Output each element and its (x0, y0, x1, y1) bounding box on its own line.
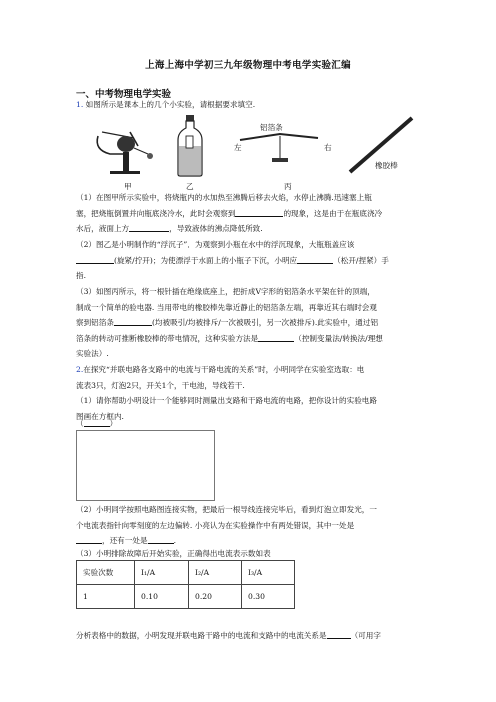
figure-jia (90, 116, 170, 178)
answer-blank[interactable] (297, 254, 333, 264)
q1-p3-line2: 制成一个简单的验电器. 当用带电的橡胶棒先靠近静止的铝箔条左端，再靠近其右端时会观 (76, 302, 377, 312)
q1-p3-line5: 实验法）. (76, 349, 109, 358)
q2-p2-line2: 个电流表指针向零刻度的左边偏转. 小亮认为在实验操作中有两处错误，其中一处是 (76, 520, 355, 530)
table-row (77, 585, 295, 609)
table-header-cell: I₁/A (135, 561, 189, 585)
label-you: 右 (324, 143, 332, 152)
table-header-cell: 实验次数 (77, 561, 135, 585)
answer-blank[interactable] (129, 222, 169, 232)
table-header-cell: I₃/A (242, 561, 295, 585)
answer-blank[interactable] (114, 316, 152, 326)
q1-stem-text: 如图所示是课本上的几个小实验，请根据要求填空. (85, 100, 256, 109)
answer-blank[interactable] (258, 332, 294, 342)
q1-p1-line1: （1）在图甲所示实验中，将烧瓶内的水加热至沸腾后移去火焰，水停止沸腾.迅速塞上瓶 (76, 193, 372, 202)
answer-blank[interactable] (235, 207, 283, 217)
q1-p3-line3: 察到铝箔条 (均被吸引/均被排斥/一次被吸引，另一次被排斥).此实验中，通过铝 (76, 318, 379, 327)
q2-p1-line2: 图画在方框内. (76, 411, 124, 421)
answer-blank[interactable] (148, 534, 174, 544)
q1-part3 (76, 284, 421, 362)
answer-blank[interactable] (76, 254, 114, 264)
answer-blank[interactable] (327, 629, 351, 639)
table-cell: 0.10 (135, 585, 189, 609)
figure-yi (175, 114, 205, 178)
q2-p2-line1: （2）小明同学按照电路图连接实物，把最后一根导线连接完毕后，看到灯泡立即发光，一 (76, 505, 377, 514)
q2-part2 (76, 502, 421, 549)
q1-p2-line3: 指. (76, 271, 87, 280)
label-zuo: 左 (234, 143, 242, 152)
label-bing: 丙 (284, 182, 292, 191)
q1-part2 (76, 237, 421, 284)
label-jia: 甲 (124, 182, 132, 191)
q2-stem-line1: 2.在探究“并联电路各支路中的电流与干路电流的关系”时，小明同学在实验室选取：电 (76, 365, 365, 374)
table-cell: 0.20 (189, 585, 242, 609)
q1-part1 (76, 190, 421, 237)
q2-p3-line1: （3）小明排除故障后开始实验，正确得出电流表示数如表 (76, 549, 271, 558)
q1-figures (90, 116, 420, 196)
document-title: 上海上海中学初三九年级物理中考电学实验汇编 (145, 60, 351, 71)
table-header-cell: I₂/A (189, 561, 242, 585)
q1-p3-line1: （3）如图丙所示，将一根针插在绝缘底座上，把折成V字形的铝箔条水平架在针的顶端， (76, 287, 375, 296)
q1-p3-line4: 箔条的转动可推断橡胶棒的带电情况，这种实验方法是 （控制变量法/转换法/理想 (76, 333, 383, 343)
section-heading: 一、中考物理电学实验 (76, 89, 172, 100)
q1-stem (76, 97, 421, 113)
q1-p1-line3: 水后，液面上方 ，导致液体的沸点降低所致. (76, 224, 263, 233)
q2-p1-line1: （1）请你帮助小明设计一个能够同时测量出支路和干路电流的电路，把你设计的实验电路 (76, 396, 377, 405)
q1-p2-line1: （2）图乙是小明制作的“浮沉子”．为观察到小瓶在水中的浮沉现象，大瓶瓶盖应该 (76, 240, 355, 249)
answer-blank[interactable] (84, 417, 110, 427)
q2-stem-line2: 流表3只，灯泡2只，开关1个，干电池，导线若干. (76, 380, 245, 390)
q2-tail: 分析表格中的数据，小明发现并联电路干路中的电流和支路中的电流关系是 （可用字 (76, 631, 381, 640)
table-header-row (77, 561, 295, 585)
q2-p2-line3: ，还有一处是 . (76, 533, 421, 549)
current-table (76, 560, 295, 609)
q2-number: 2. (76, 365, 84, 374)
label-rod: 橡胶棒 (375, 161, 398, 170)
q1-p1-line2: 塞，把烧瓶倒置并向瓶底浇冷水，此时会观察到 的现象，这是由于在瓶底浇冷 (76, 208, 383, 218)
q1-p2-line2: (旋紧/拧开)；为使漂浮于水面上的小瓶子下沉，小明应 （松开/捏紧）手 (76, 253, 421, 269)
q2-p1-answer-line: （ ） (76, 419, 118, 428)
q1-number: 1. (76, 100, 84, 109)
answer-blank[interactable] (76, 534, 102, 544)
table-cell: 1 (77, 585, 135, 609)
q2-stem (76, 362, 421, 393)
label-foil: 铝箔条 (260, 123, 283, 132)
circuit-drawing-box[interactable] (76, 430, 215, 501)
label-yi: 乙 (186, 182, 194, 191)
table-cell: 0.30 (242, 585, 295, 609)
